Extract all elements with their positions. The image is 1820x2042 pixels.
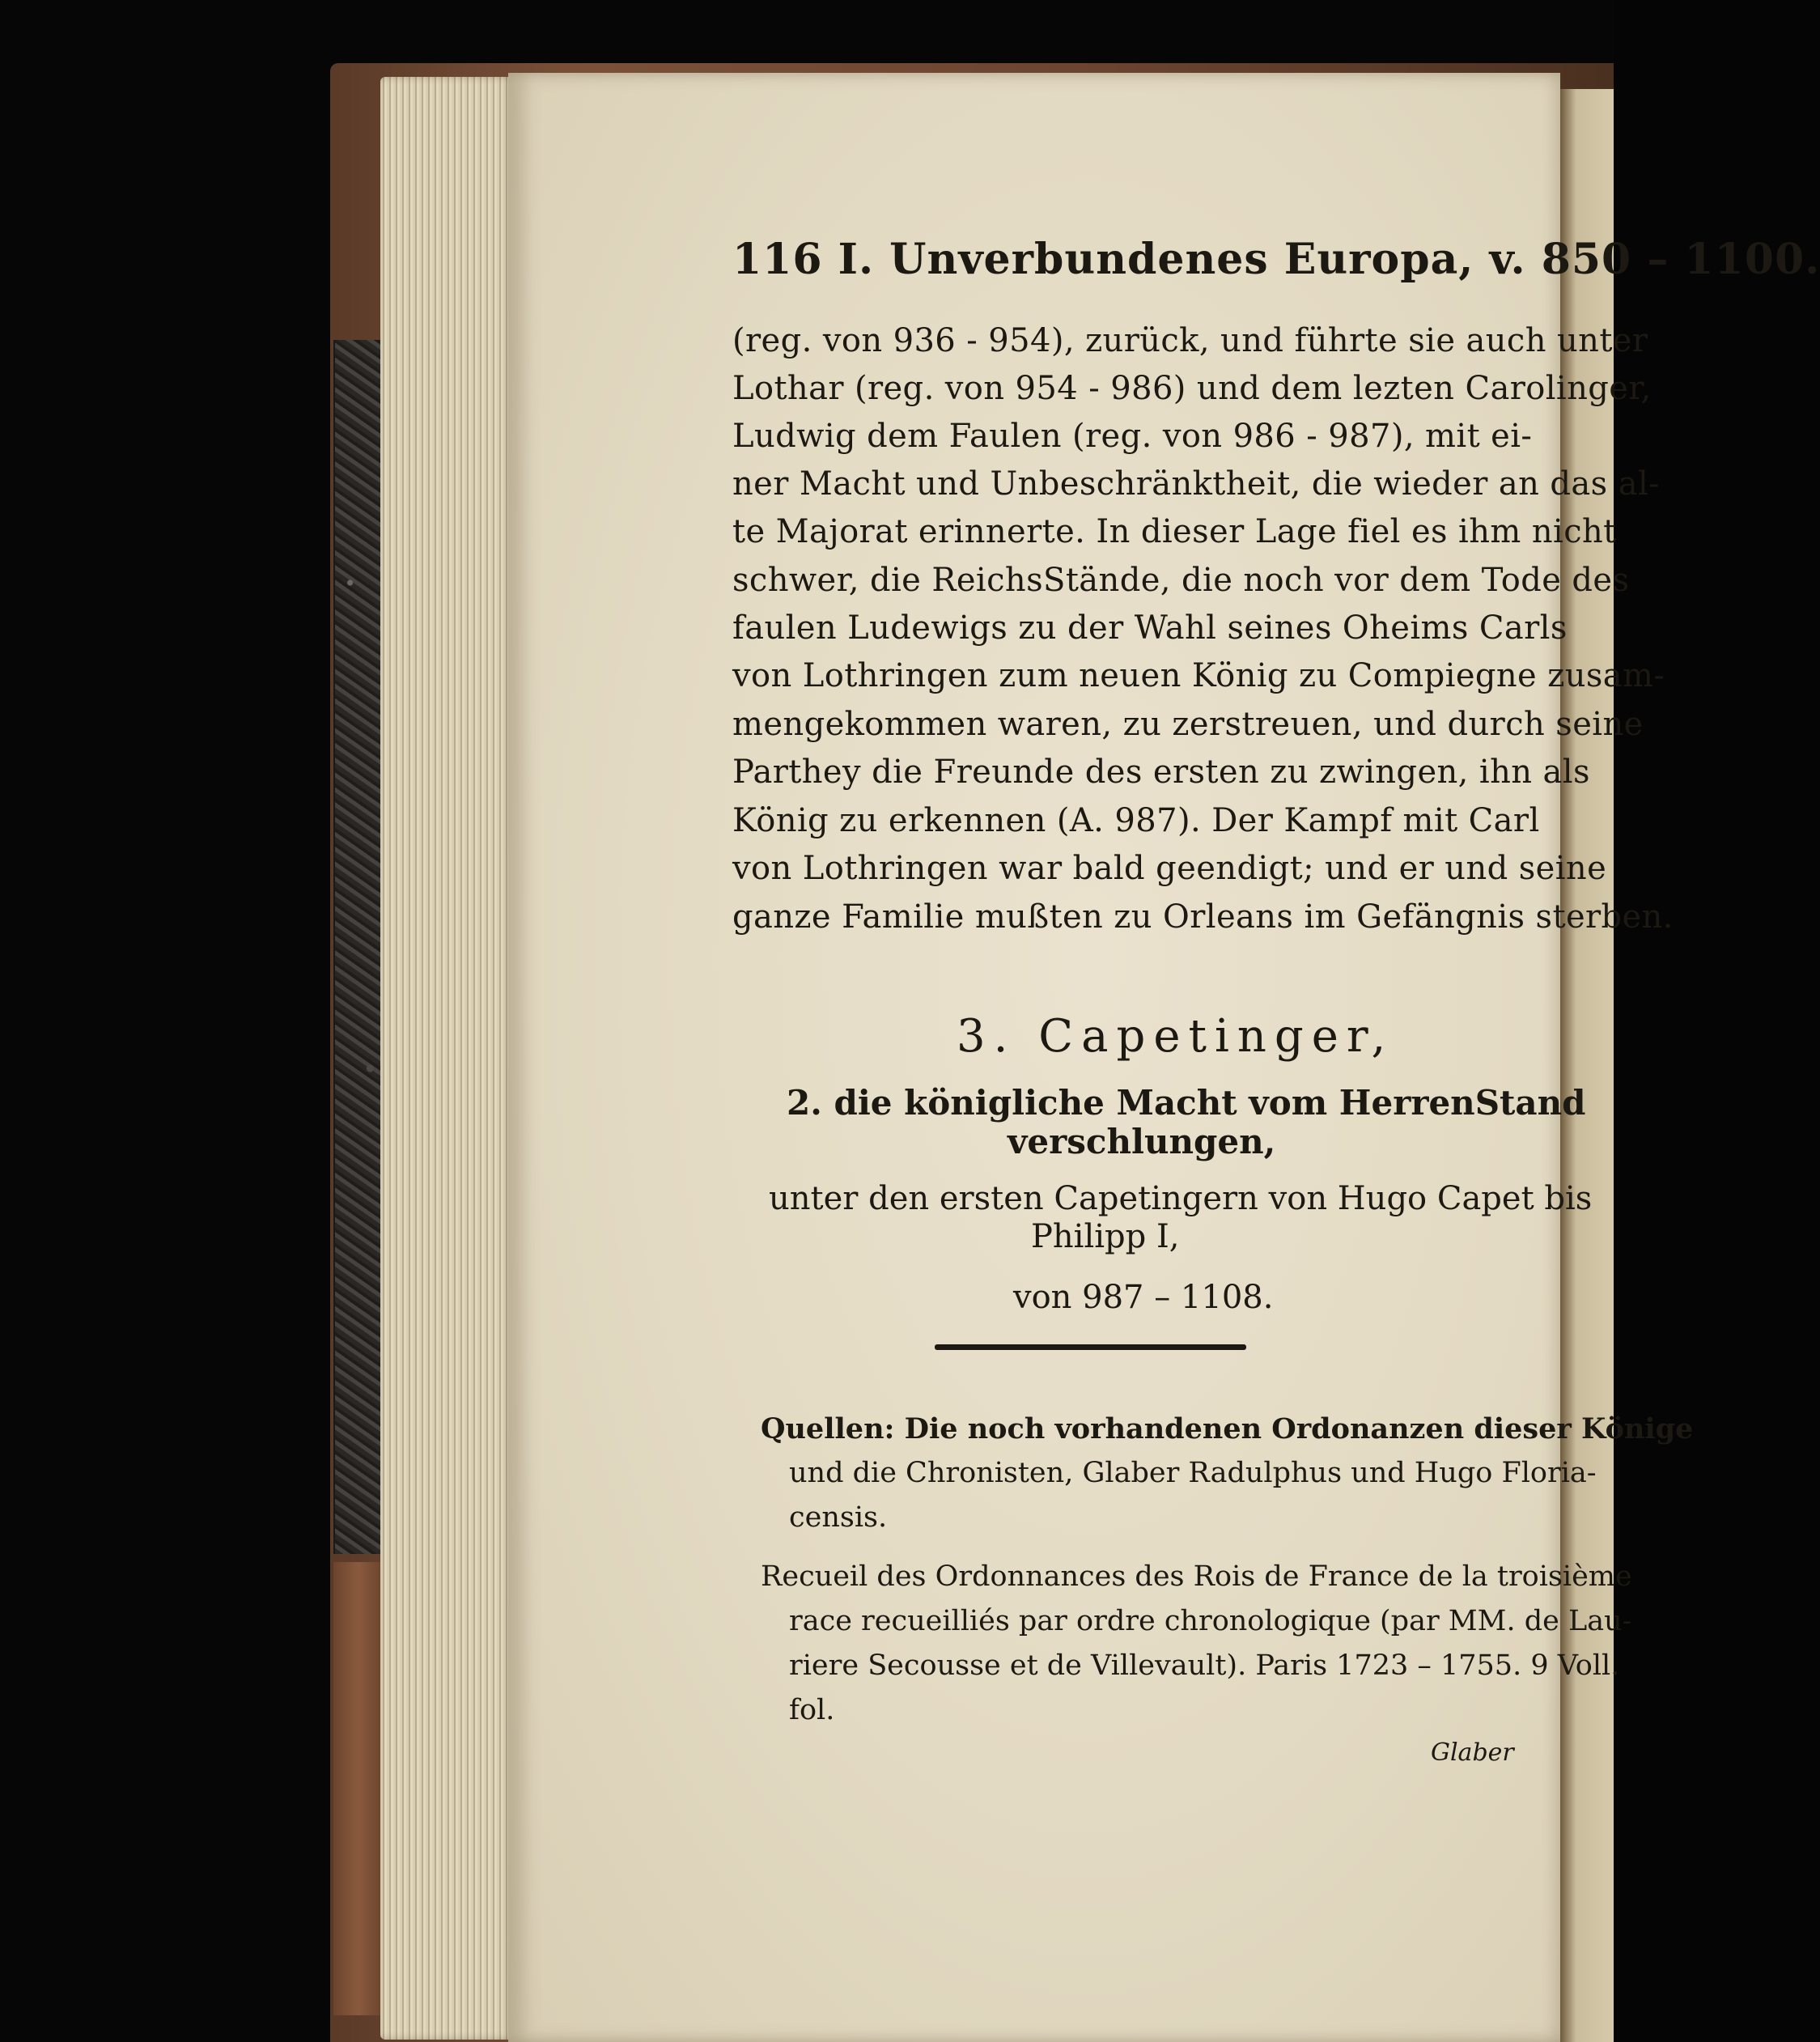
body-line-10: Parthey die Freunde des ersten zu zwingen, ihn als	[732, 754, 1590, 791]
body-line-7: faulen Ludewigs zu der Wahl seines Oheims Carls	[732, 609, 1568, 647]
body-line-2: Lothar (reg. von 954 - 986) und dem lezten Carolinger,	[732, 370, 1652, 407]
marbled-spine	[333, 340, 385, 1554]
running-header: 116 I. Unverbundenes Europa, v. 850 – 1100.	[732, 235, 1820, 284]
body-line-9: mengekommen waren, zu zerstreuen, und durch seine	[732, 706, 1644, 743]
sources-line-1: Quellen: Die noch vorhandenen Ordonanzen dieser Könige	[761, 1412, 1694, 1446]
body-line-6: schwer, die ReichsStände, die noch vor dem Tode des	[732, 562, 1630, 599]
recueil-line-4: fol.	[789, 1694, 835, 1726]
body-line-12: von Lothringen war bald geendigt; und er und seine	[732, 850, 1607, 887]
sources-line-3: censis.	[789, 1501, 888, 1534]
body-line-4: ner Macht und Unbeschränktheit, die wieder an das al-	[732, 465, 1661, 503]
body-line-8: von Lothringen zum neuen König zu Compiegne zusam-	[732, 657, 1665, 694]
body-line-1: (reg. von 936 - 954), zurück, und führte sie auch unter	[732, 322, 1648, 359]
body-line-13: ganze Familie mußten zu Orleans im Gefängnis sterben.	[732, 898, 1674, 936]
subtitle-1b: verschlungen,	[1008, 1122, 1276, 1161]
subtitle-2: unter den ersten Capetingern von Hugo Capet bis	[769, 1180, 1593, 1217]
horizontal-rule	[935, 1344, 1246, 1350]
page-edges	[380, 77, 514, 2040]
date-range: von 987 – 1108.	[1013, 1279, 1274, 1316]
subtitle-1: 2. die königliche Macht vom HerrenStand	[787, 1083, 1586, 1123]
body-line-3: Ludwig dem Faulen (reg. von 986 - 987), mit ei-	[732, 418, 1533, 455]
subtitle-2b: Philipp I,	[1031, 1218, 1180, 1255]
catchword: Glaber	[1431, 1738, 1514, 1767]
body-line-11: König zu erkennen (A. 987). Der Kampf mit Carl	[732, 802, 1540, 839]
recueil-line-1: Recueil des Ordonnances des Rois de France de la troisième	[761, 1560, 1632, 1593]
recueil-line-2: race recueilliés par ordre chronologique (par MM. de Lau-	[789, 1605, 1632, 1637]
recueil-line-3: riere Secousse et de Villevault). Paris 1723 – 1755. 9 Voll.	[789, 1649, 1620, 1682]
sources-line-2: und die Chronisten, Glaber Radulphus und Hugo Floria-	[789, 1457, 1597, 1489]
body-line-5: te Majorat erinnerte. In dieser Lage fiel es ihm nicht	[732, 513, 1617, 550]
leather-corner	[333, 1562, 384, 2015]
section-title: 3. Capetinger,	[957, 1010, 1394, 1063]
